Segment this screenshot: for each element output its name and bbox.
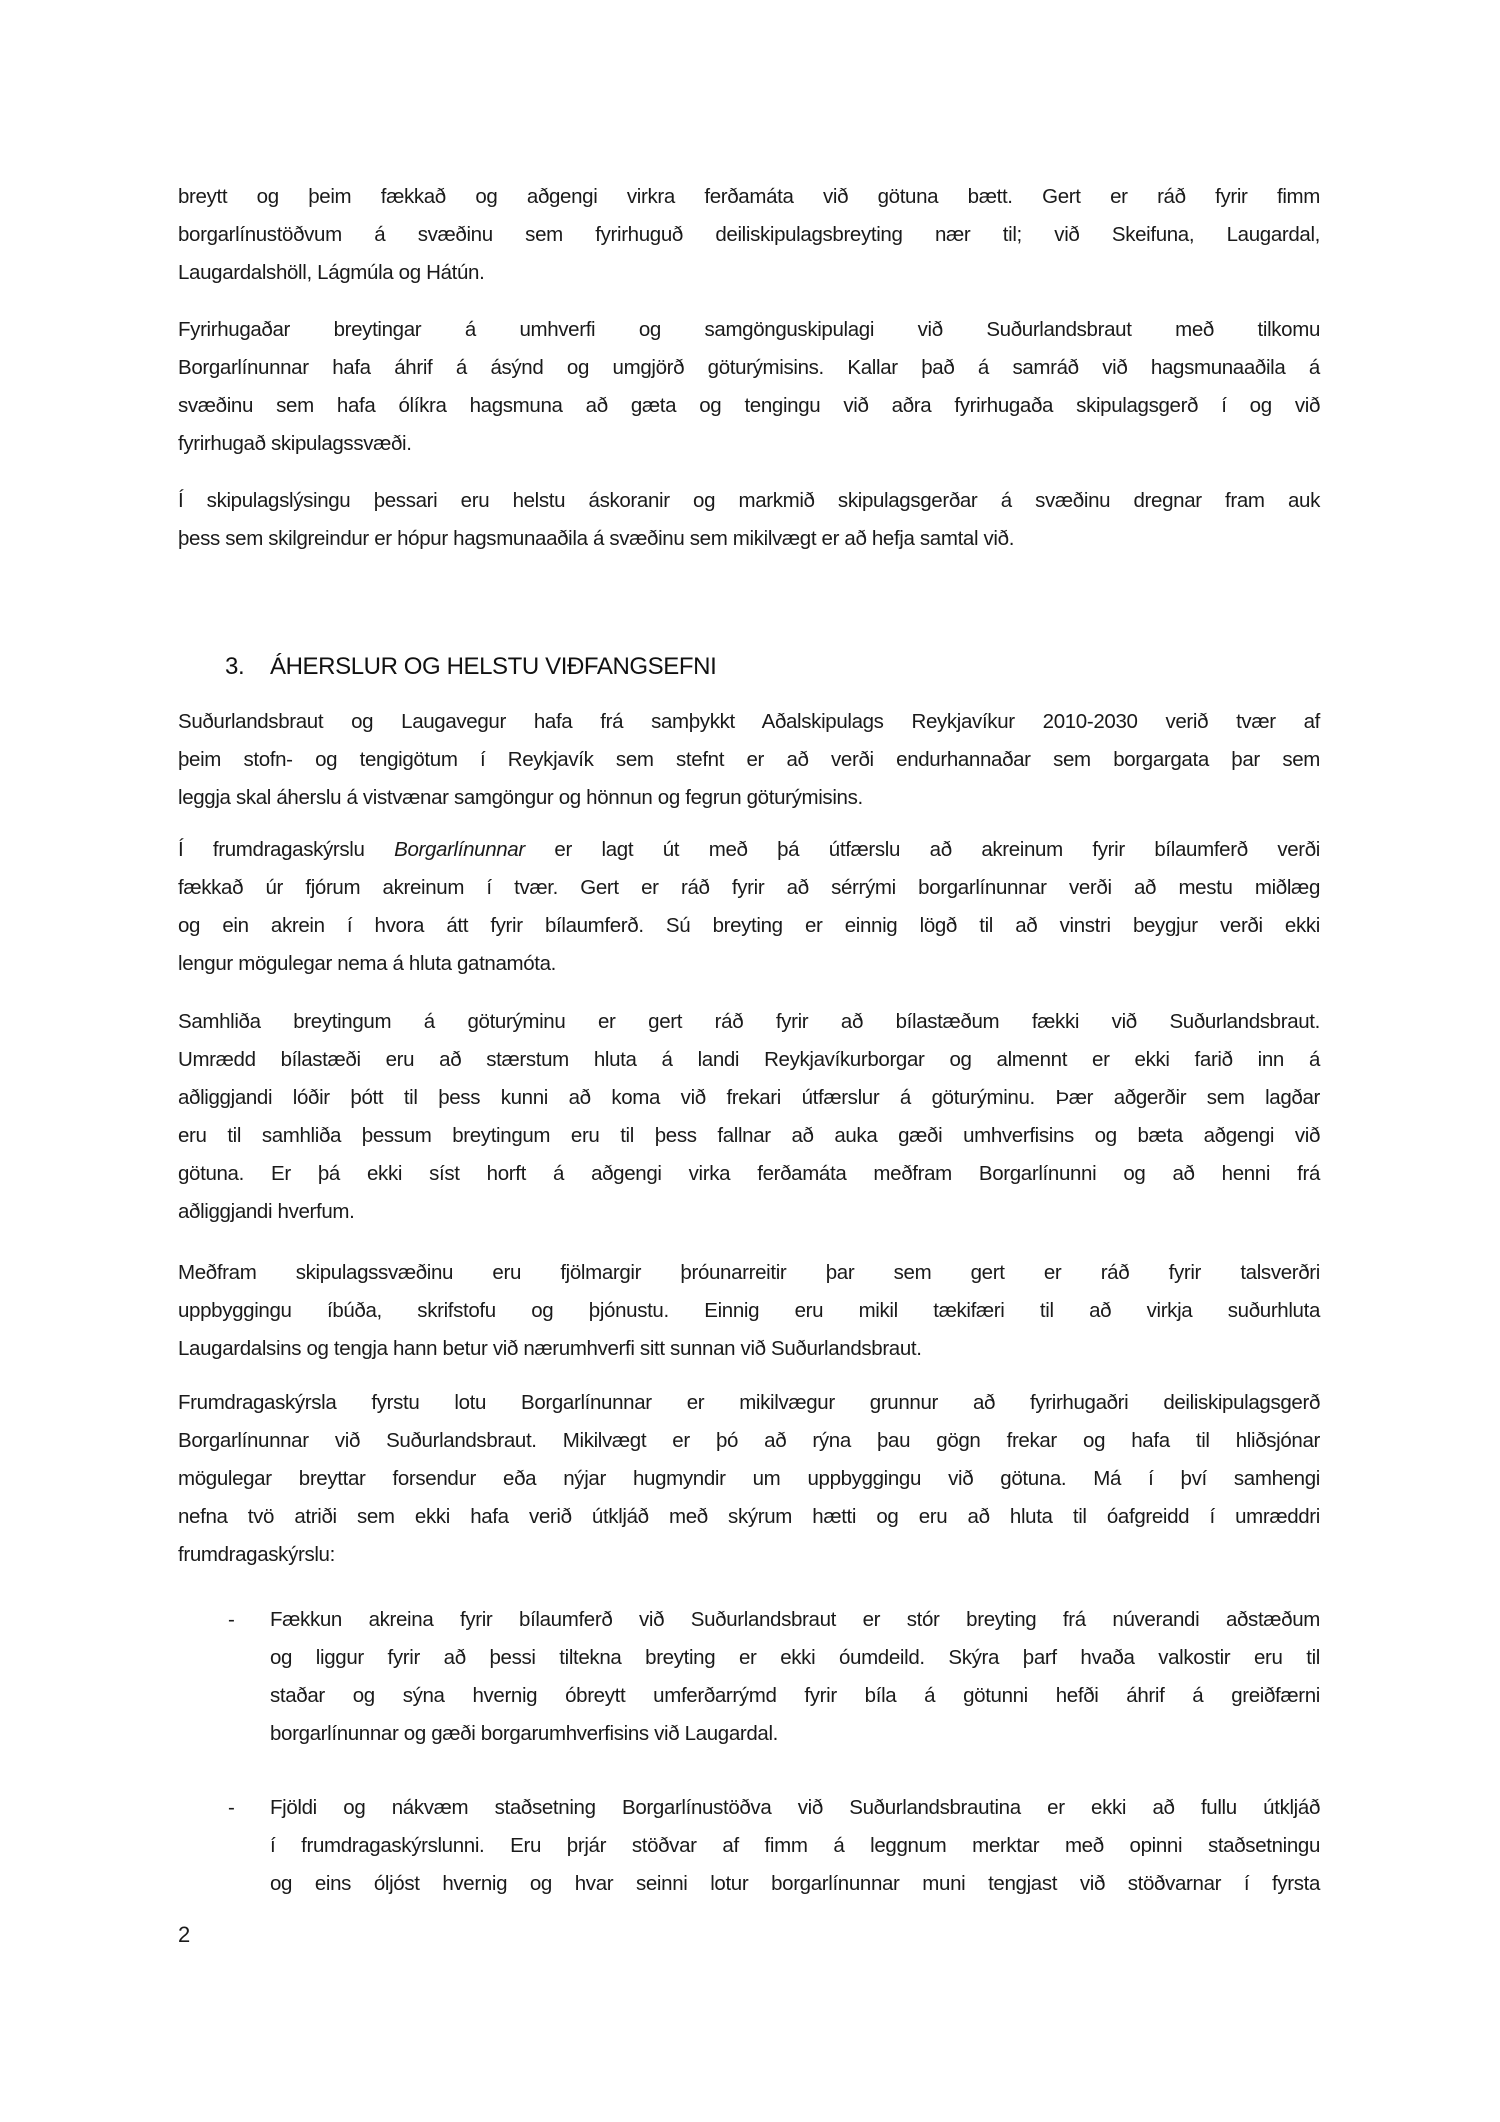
text-line: og eins óljóst hvernig og hvar seinni lotur borgarlínunnar muni tengjast við stöðvarnar í fyrsta — [270, 1872, 1320, 1895]
text-line: breytt og þeim fækkað og aðgengi virkra ferðamáta við götuna bætt. Gert er ráð fyrir fimm — [178, 185, 1320, 208]
text-line: og ein akrein í hvora átt fyrir bílaumferð. Sú breyting er einnig lögð til að vinstri beygjur verði ekki — [178, 914, 1320, 937]
text-line — [178, 831, 1320, 869]
text-line: nefna tvö atriði sem ekki hafa verið útkljáð með skýrum hætti og eru að hluta til óafgreidd í umræddri — [178, 1505, 1320, 1528]
text-line: Í skipulagslýsingu þessari eru helstu áskoranir og markmið skipulagsgerðar á svæðinu dregnar fram auk — [178, 489, 1320, 512]
text-line: Samhliða breytingum á göturýminu er gert ráð fyrir að bílastæðum fækki við Suðurlandsbraut. — [178, 1010, 1320, 1033]
text-line: Meðfram skipulagssvæðinu eru fjölmargir þróunarreitir þar sem gert er ráð fyrir talsverðri — [178, 1261, 1320, 1284]
section-title: ÁHERSLUR OG HELSTU VIÐFANGSEFNI — [270, 653, 717, 680]
text-line: uppbyggingu íbúða, skrifstofu og þjónustu. Einnig eru mikil tækifæri til að virkja suðurhluta — [178, 1299, 1320, 1322]
text-line: staðar og sýna hvernig óbreytt umferðarrýmd fyrir bíla á götunni hefði áhrif á greiðfærni — [270, 1684, 1320, 1707]
text-line: Umrædd bílastæði eru að stærstum hluta á landi Reykjavíkurborgar og almennt er ekki farið inn á — [178, 1048, 1320, 1071]
paragraph — [178, 831, 1320, 983]
text-line: Fjöldi og nákvæm staðsetning Borgarlínustöðva við Suðurlandsbrautina er ekki að fullu útkljáð — [270, 1796, 1320, 1819]
bullet-dash: - — [228, 1796, 235, 1819]
text-line: aðliggjandi lóðir þótt til þess kunni að koma við frekari útfærslur á göturýminu. Þær aðgerðir sem lagðar — [178, 1086, 1320, 1109]
text-line: fækkað úr fjórum akreinum í tvær. Gert er ráð fyrir að sérrými borgarlínunnar verði að mestu miðlæg — [178, 876, 1320, 899]
text-run: er lagt út með þá útfærslu að akreinum fyrir bílaumferð verði — [524, 838, 1320, 861]
bullet-dash: - — [228, 1608, 235, 1631]
text-line: í frumdragaskýrslunni. Eru þrjár stöðvar af fimm á leggnum merktar með opinni staðsetningu — [270, 1834, 1320, 1857]
text-line: Frumdragaskýrsla fyrstu lotu Borgarlínunnar er mikilvægur grunnur að fyrirhugaðri deiliskipulagsgerð — [178, 1391, 1320, 1414]
paragraph — [178, 311, 1320, 463]
text-run: Í frumdragaskýrslu — [178, 838, 395, 861]
text-line: og liggur fyrir að þessi tiltekna breyting er ekki óumdeild. Skýra þarf hvaða valkostir eru til — [270, 1646, 1320, 1669]
page-number: 2 — [178, 1922, 191, 1947]
paragraph — [178, 1003, 1320, 1231]
text-line: lengur mögulegar nema á hluta gatnamóta. — [178, 952, 557, 975]
text-line: götuna. Er þá ekki síst horft á aðgengi virka ferðamáta meðfram Borgarlínunni og að henni frá — [178, 1162, 1320, 1185]
text-line: eru til samhliða þessum breytingum eru til þess fallnar að auka gæði umhverfisins og bæta aðgengi við — [178, 1124, 1320, 1147]
text-line: borgarlínustöðvum á svæðinu sem fyrirhuguð deiliskipulagsbreyting nær til; við Skeifuna, Laugardal, — [178, 223, 1320, 246]
text-line: leggja skal áherslu á vistvænar samgöngur og hönnun og fegrun göturýmisins. — [178, 786, 863, 809]
section-number: 3. — [225, 653, 245, 680]
paragraph — [178, 178, 1320, 292]
text-line: frumdragaskýrslu: — [178, 1543, 335, 1566]
text-line: Fækkun akreina fyrir bílaumferð við Suðurlandsbraut er stór breyting frá núverandi aðstæðum — [270, 1608, 1320, 1631]
paragraph — [178, 1384, 1320, 1574]
text-line: Suðurlandsbraut og Laugavegur hafa frá samþykkt Aðalskipulags Reykjavíkur 2010-2030 verið tvær af — [178, 710, 1320, 733]
text-line: Fyrirhugaðar breytingar á umhverfi og samgönguskipulagi við Suðurlandsbraut með tilkomu — [178, 318, 1320, 341]
paragraph — [178, 703, 1320, 817]
text-line: aðliggjandi hverfum. — [178, 1200, 355, 1223]
text-line: Borgarlínunnar hafa áhrif á ásýnd og umgjörð göturýmisins. Kallar það á samráð við hagsmunaaðila á — [178, 356, 1320, 379]
text-line: borgarlínunnar og gæði borgarumhverfisins við Laugardal. — [270, 1722, 779, 1745]
text-line: Laugardalshöll, Lágmúla og Hátún. — [178, 261, 485, 284]
italic-term: Borgarlínunnar — [394, 838, 525, 861]
text-line: fyrirhugað skipulagssvæði. — [178, 432, 412, 455]
text-line: Laugardalsins og tengja hann betur við nærumhverfi sitt sunnan við Suðurlandsbraut. — [178, 1337, 922, 1360]
section-heading — [225, 650, 716, 684]
text-line: þess sem skilgreindur er hópur hagsmunaaðila á svæðinu sem mikilvægt er að hefja samtal við. — [178, 527, 1015, 550]
text-line: svæðinu sem hafa ólíkra hagsmuna að gæta og tengingu við aðra fyrirhugaða skipulagsgerð í og við — [178, 394, 1320, 417]
text-line: mögulegar breyttar forsendur eða nýjar hugmyndir um uppbyggingu við götuna. Má í því samhengi — [178, 1467, 1320, 1490]
text-line: þeim stofn- og tengigötum í Reykjavík sem stefnt er að verði endurhannaðar sem borgargata þar sem — [178, 748, 1320, 771]
paragraph — [178, 482, 1320, 558]
paragraph — [178, 1254, 1320, 1368]
text-line: Borgarlínunnar við Suðurlandsbraut. Mikilvægt er þó að rýna þau gögn frekar og hafa til hliðsjónar — [178, 1429, 1320, 1452]
